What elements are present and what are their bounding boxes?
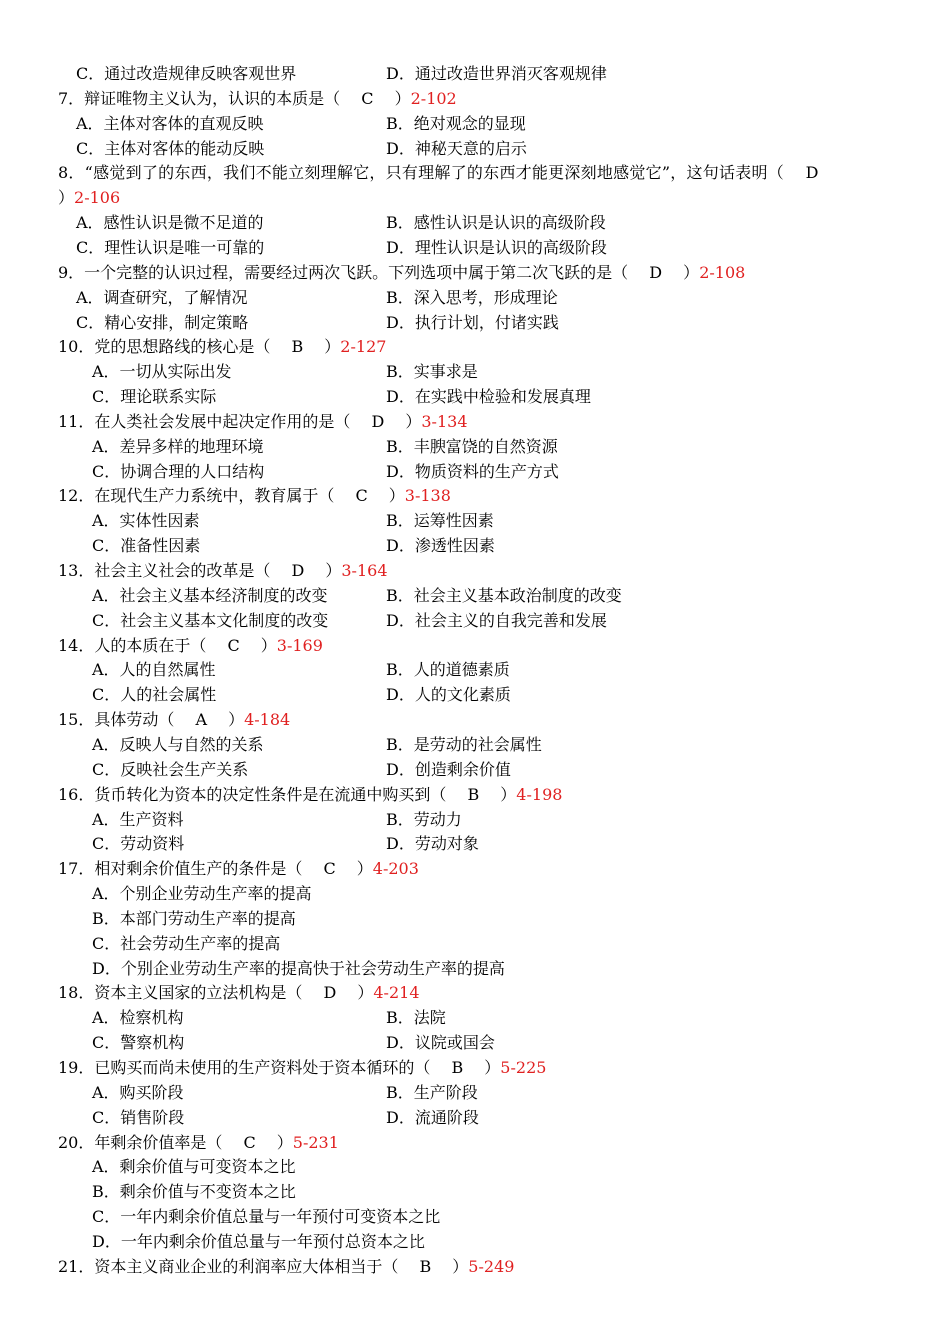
option-left: C．反映社会生产关系 [92,760,249,779]
question-line [58,188,120,208]
question-line [58,1257,514,1277]
option-left: A．检察机构 [92,1008,184,1027]
page-reference: 2-127 [340,337,387,356]
option-line: B．剩余价值与不变资本之比 [92,1182,296,1201]
option-left: A．反映人与自然的关系 [92,735,264,754]
option-right: B．丰腴富饶的自然资源 [386,437,558,456]
question-line [58,337,386,357]
option-right: B．社会主义基本政治制度的改变 [386,586,622,605]
option-right: B．实事求是 [386,362,478,381]
option-right: D．执行计划，付诸实践 [386,313,559,332]
option-line: B．本部门劳动生产率的提高 [92,909,296,928]
page-reference: 4-214 [373,983,420,1002]
question-line [58,636,323,656]
question-text: 12．在现代生产力系统中，教育属于（ C ） [58,486,405,505]
page-reference: 5-231 [292,1133,339,1152]
option-left: C．主体对客体的能动反映 [76,139,265,158]
option-line: A．个别企业劳动生产率的提高 [92,884,312,903]
option-line: A．剩余价值与可变资本之比 [92,1157,296,1176]
option-right: D．理性认识是认识的高级阶段 [386,238,607,257]
option-right: B．深入思考，形成理论 [386,288,558,307]
option-right: D．通过改造世界消灭客观规律 [386,64,607,83]
question-text: 21．资本主义商业企业的利润率应大体相当于（ B ） [58,1257,469,1276]
question-line [58,1058,546,1078]
page-reference: 5-249 [468,1257,515,1276]
question-text: 11．在人类社会发展中起决定作用的是（ D ） [58,412,422,431]
option-left: C．通过改造规律反映客观世界 [76,64,297,83]
option-left: A．购买阶段 [92,1083,184,1102]
option-left: A．差异多样的地理环境 [92,437,264,456]
option-left: A．社会主义基本经济制度的改变 [92,586,328,605]
question-text: 13．社会主义社会的改革是（ D ） [58,561,342,580]
question-text: 8．“感觉到了的东西，我们不能立刻理解它，只有理解了的东西才能更深刻地感觉它”，这句话表明（ D [58,163,819,182]
option-right: B．是劳动的社会属性 [386,735,542,754]
question-line [58,89,457,109]
question-line [58,859,419,879]
page-reference: 4-198 [516,785,563,804]
option-right: B．绝对观念的显现 [386,114,526,133]
option-line: C．社会劳动生产率的提高 [92,934,281,953]
option-left: C．理论联系实际 [92,387,217,406]
option-right: D．渗透性因素 [386,536,495,555]
question-line [58,710,290,730]
option-right: D．流通阶段 [386,1108,479,1127]
page-reference: 2-106 [74,188,121,207]
page-reference: 3-169 [276,636,323,655]
option-right: B．感性认识是认识的高级阶段 [386,213,606,232]
question-line [58,163,819,183]
option-right: D．在实践中检验和发展真理 [386,387,591,406]
option-left: A．实体性因素 [92,511,200,530]
option-right: D．创造剩余价值 [386,760,511,779]
option-right: D．人的文化素质 [386,685,511,704]
option-left: A．调查研究，了解情况 [76,288,248,307]
question-text: 14．人的本质在于（ C ） [58,636,277,655]
question-line [58,486,451,506]
option-left: A．人的自然属性 [92,660,216,679]
question-line [58,983,420,1003]
option-right: D．社会主义的自我完善和发展 [386,611,607,630]
option-left: C．警察机构 [92,1033,185,1052]
option-right: D．议院或国会 [386,1033,495,1052]
question-line [58,1133,339,1153]
option-left: C．准备性因素 [92,536,201,555]
question-text: 17．相对剩余价值生产的条件是（ C ） [58,859,373,878]
option-line: C．一年内剩余价值总量与一年预付可变资本之比 [92,1207,441,1226]
page-reference: 4-203 [372,859,419,878]
option-left: C．精心安排，制定策略 [76,313,249,332]
page-reference: 2-108 [699,263,746,282]
option-left: C．社会主义基本文化制度的改变 [92,611,329,630]
question-text: 19．已购买而尚未使用的生产资料处于资本循环的（ B ） [58,1058,501,1077]
option-right: B．人的道德素质 [386,660,510,679]
question-line [58,412,468,432]
option-line: D．一年内剩余价值总量与一年预付总资本之比 [92,1232,425,1251]
option-left: A．感性认识是微不足道的 [76,213,264,232]
option-right: D．神秘天意的启示 [386,139,527,158]
page-reference: 2-102 [410,89,457,108]
option-right: B．生产阶段 [386,1083,478,1102]
question-text: 15．具体劳动（ A ） [58,710,245,729]
option-left: C．销售阶段 [92,1108,185,1127]
option-left: C．理性认识是唯一可靠的 [76,238,265,257]
option-left: C．劳动资料 [92,834,185,853]
option-left: A．一切从实际出发 [92,362,232,381]
question-line [58,785,562,805]
question-line [58,561,388,581]
page-reference: 4-184 [244,710,291,729]
question-text: 10．党的思想路线的核心是（ B ） [58,337,341,356]
option-right: B．法院 [386,1008,446,1027]
option-left: C．协调合理的人口结构 [92,462,265,481]
option-left: C．人的社会属性 [92,685,217,704]
option-right: D．物质资料的生产方式 [386,462,559,481]
option-right: D．劳动对象 [386,834,479,853]
question-text: 16．货币转化为资本的决定性条件是在流通中购买到（ B ） [58,785,517,804]
option-right: B．劳动力 [386,810,462,829]
page-reference: 3-164 [341,561,388,580]
page-reference: 3-138 [404,486,451,505]
question-line [58,263,745,283]
page-reference: 5-225 [500,1058,547,1077]
option-left: A．生产资料 [92,810,184,829]
page-reference: 3-134 [421,412,468,431]
question-text: ） [58,188,75,207]
option-line: D．个别企业劳动生产率的提高快于社会劳动生产率的提高 [92,959,505,978]
question-text: 20．年剩余价值率是（ C ） [58,1133,293,1152]
question-text: 9．一个完整的认识过程，需要经过两次飞跃。下列选项中属于第二次飞跃的是（ D ） [58,263,700,282]
option-right: B．运筹性因素 [386,511,494,530]
option-left: A．主体对客体的直观反映 [76,114,264,133]
question-text: 18．资本主义国家的立法机构是（ D ） [58,983,374,1002]
question-text: 7．辩证唯物主义认为，认识的本质是（ C ） [58,89,411,108]
